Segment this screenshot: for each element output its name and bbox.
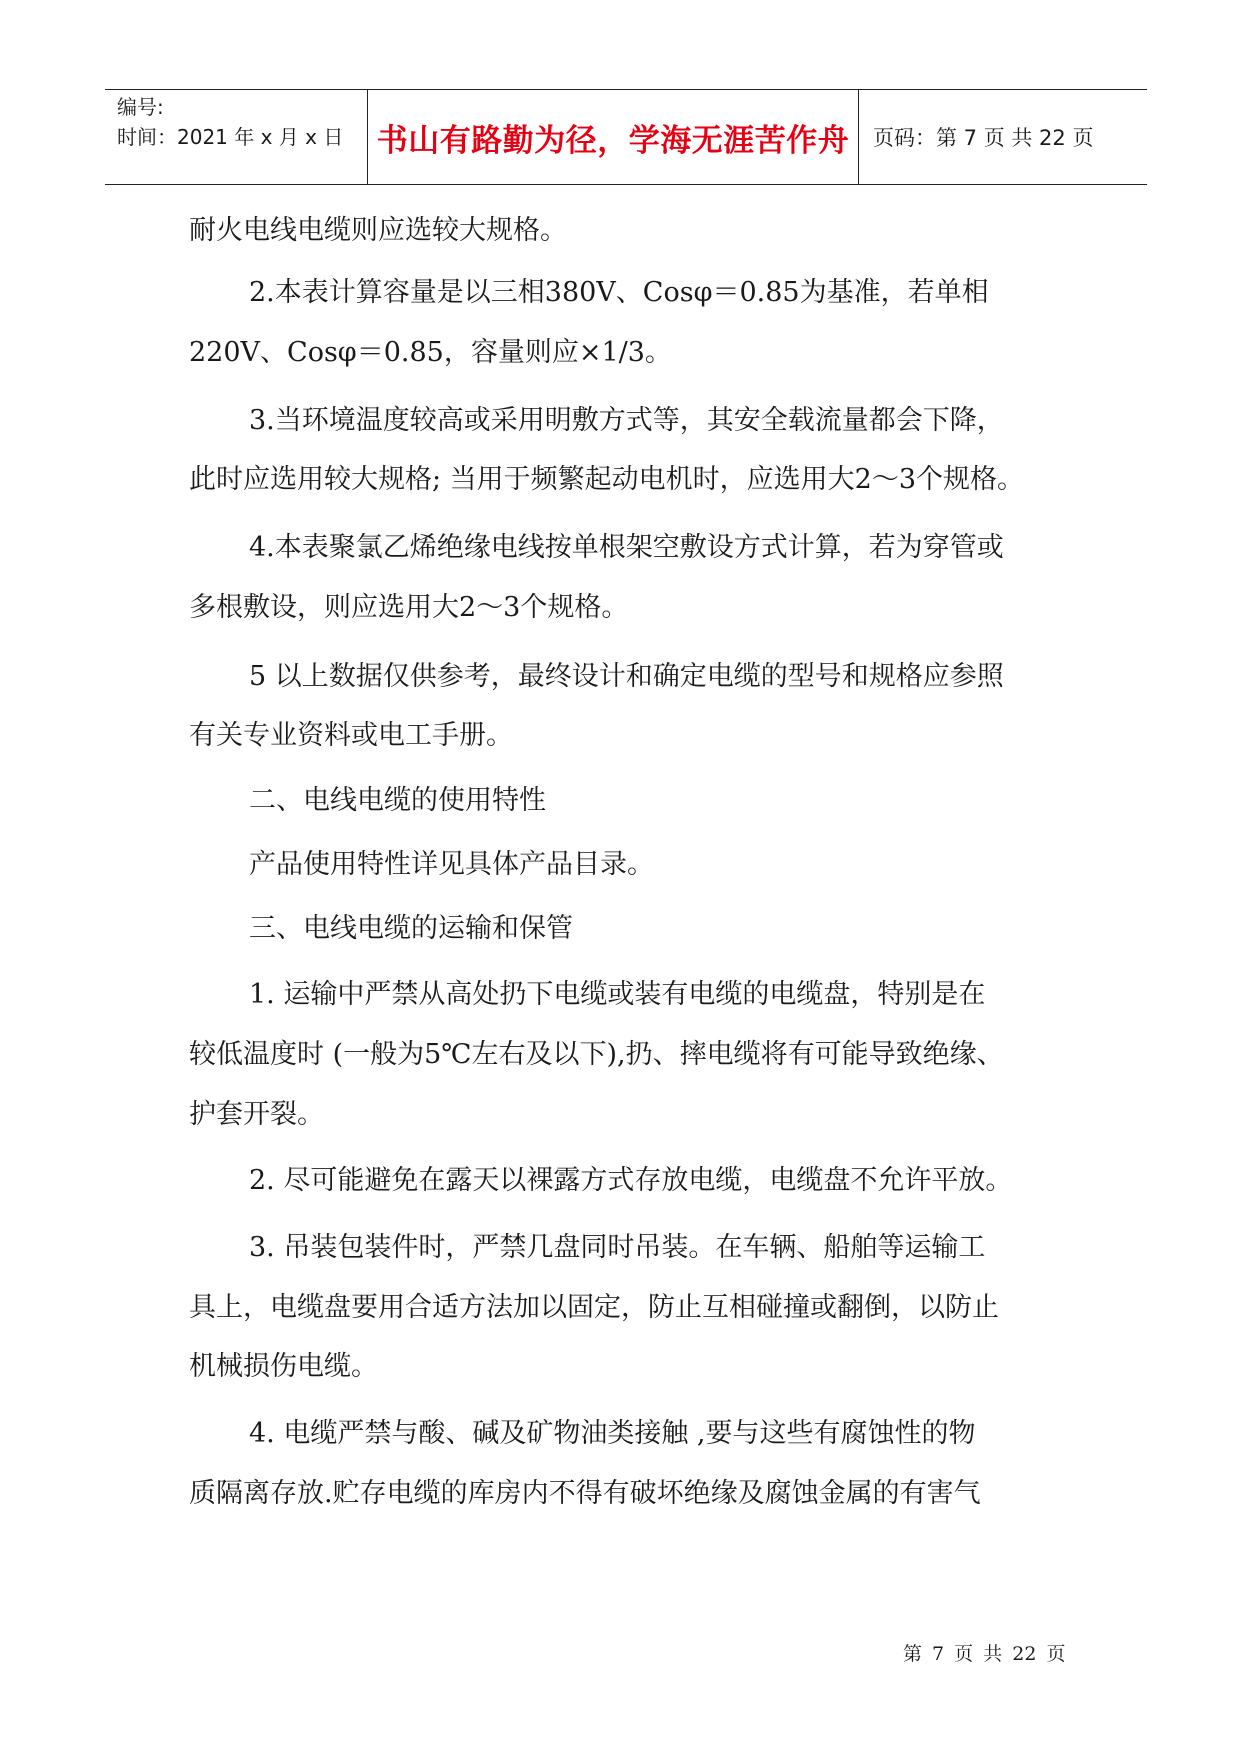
paragraph-line: 220V、Cosφ＝0.85，容量则应×1/3。 <box>189 337 672 368</box>
paragraph-line: 3. 吊装包装件时，严禁几盘同时吊装。在车辆、船舶等运输工 <box>249 1232 986 1263</box>
section-heading: 二、电线电缆的使用特性 <box>249 785 546 816</box>
header-meta <box>105 90 368 184</box>
time-label: 时间：2021 年 x 月 x 日 <box>117 125 344 149</box>
paragraph-line: 1. 运输中严禁从高处扔下电缆或装有电缆的电缆盘，特别是在 <box>249 979 986 1010</box>
paragraph-line: 2. 尽可能避免在露天以裸露方式存放电缆，电缆盘不允许平放。 <box>249 1165 1013 1196</box>
page-footer: 第 7 页 共 22 页 <box>903 1643 1066 1665</box>
paragraph-line: 较低温度时 (一般为5℃左右及以下),扔、摔电缆将有可能导致绝缘、 <box>189 1039 1004 1070</box>
paragraph-line: 质隔离存放.贮存电缆的库房内不得有破坏绝缘及腐蚀金属的有害气 <box>189 1478 981 1509</box>
paragraph-line: 2.本表计算容量是以三相380V、Cosφ＝0.85为基准，若单相 <box>249 277 989 308</box>
paragraph-line: 耐火电线电缆则应选较大规格。 <box>189 215 567 246</box>
paragraph-line: 4.本表聚氯乙烯绝缘电线按单根架空敷设方式计算，若为穿管或 <box>249 532 1004 563</box>
paragraph-line: 4. 电缆严禁与酸、碱及矿物油类接触 ,要与这些有腐蚀性的物 <box>249 1418 976 1449</box>
paragraph-line: 机械损伤电缆。 <box>189 1351 378 1382</box>
paragraph-line: 3.当环境温度较高或采用明敷方式等，其安全载流量都会下降， <box>249 405 1004 436</box>
paragraph-line: 此时应选用较大规格; 当用于频繁起动电机时，应选用大2～3个规格。 <box>189 464 1025 495</box>
paragraph-line: 具上，电缆盘要用合适方法加以固定，防止互相碰撞或翻倒，以防止 <box>189 1292 999 1323</box>
paragraph-line: 产品使用特性详见具体产品目录。 <box>249 849 654 880</box>
paragraph-line: 5 以上数据仅供参考，最终设计和确定电缆的型号和规格应参照 <box>249 661 1004 692</box>
document-header <box>105 89 1147 185</box>
paragraph-line: 护套开裂。 <box>189 1099 324 1130</box>
number-label: 编号: <box>117 95 164 119</box>
header-page-label: 页码：第 7 页 共 22 页 <box>873 126 1094 150</box>
section-heading: 三、电线电缆的运输和保管 <box>249 913 573 944</box>
paragraph-line: 多根敷设，则应选用大2～3个规格。 <box>189 592 629 623</box>
header-motto: 书山有路勤为径，学海无涯苦作舟 <box>368 90 859 184</box>
paragraph-line: 有关专业资料或电工手册。 <box>189 720 513 751</box>
